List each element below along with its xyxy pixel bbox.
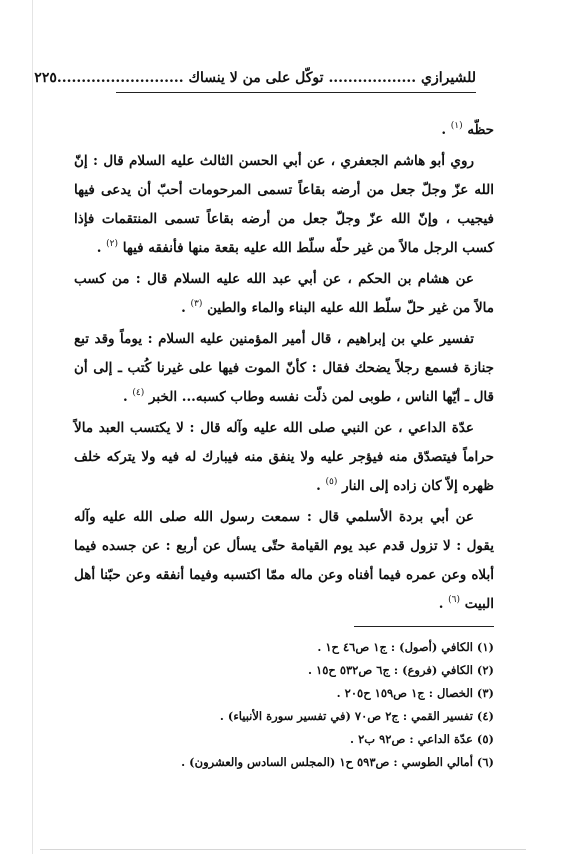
footnote-marker: (٦) — [448, 595, 461, 605]
footnote: (٦) أمالي الطوسي : ص٥٩٣ ح١ (المجلس السادس والعشرون) . — [181, 755, 494, 769]
running-header — [34, 70, 476, 86]
footnote: (٥) عدّة الداعي : ص٩٢ ب٢ . — [350, 732, 494, 746]
footnote-marker: (٣) — [190, 299, 203, 309]
page-edge-line — [32, 0, 33, 854]
header-title: للشيرازي .................. توكّل على من لا ينساك .......................... — [56, 70, 476, 86]
scan-bottom-line — [40, 849, 526, 850]
footnote: (١) الكافي (أصول) : ج١ ص٤٦ ح١ . — [317, 640, 494, 654]
paragraph: عن أبي بردة الأسلمي قال : سمعت رسول الله صلى الله عليه وآله يقول : لا تزول قدم عبد يوم القيامة حتّى يسأل عن أربع : عن جسده فيما أبلاه وعن عمره فيما أفناه وعن ماله ممّا اكتسبه وفيما أنفقه وعن حبّنا أهل البيت $^{(٦)}$ . — [74, 509, 494, 612]
footnote-marker: (١) — [450, 121, 463, 131]
page-number: ٢٢٥ — [34, 70, 57, 86]
footnote: (٣) الخصال : ج١ ص١٥٩ ح٢٠٥ . — [336, 686, 494, 700]
footnote: (٤) تفسير القمي : ج٢ ص٧٠ (في تفسير سورة الأنبياء) . — [219, 709, 494, 723]
header-rule — [116, 92, 476, 93]
paragraph: روي أبو هاشم الجعفري ، عن أبي الحسن الثالث عليه السلام قال : إنّ الله عزّ وجلّ جعل من أرضه بقاعاً تسمى المرحومات أحبّ أن يدعى فيها فيجيب ، وإنّ الله عزّ وجلّ جعل من أرضه بقاعاً تسمى المنتقمات فإذا كسب الرجل مالاً من غير حلّه سلّط الله عليه بقعة منها فأنفقه فيها $^{(٢)}$ . — [74, 153, 494, 256]
footnote-marker: (٢) — [106, 239, 119, 249]
footnote-marker: (٤) — [132, 388, 145, 398]
paragraph: تفسير علي بن إبراهيم ، قال أمير المؤمنين عليه السلام : يوماً وقد تبع جنازة فسمع رجلاً يضحك فقال : كأنّ الموت فيها على غيرنا كُتب ـ إلى أن قال ـ أيّها الناس ، طوبى لمن ذلّت نفسه وطاب كسبه... الخبر $^{(٤)}$ . — [74, 331, 494, 405]
footnote-marker: (٥) — [325, 477, 338, 487]
footnote: (٢) الكافي (فروع) : ج٦ ص٥٣٢ ح١٥ . — [308, 663, 494, 677]
footnote-separator — [354, 626, 494, 627]
paragraph: عدّة الداعي ، عن النبي صلى الله عليه وآله قال : لا يكتسب العبد مالاً حراماً فيتصدّق منه فيؤجر عليه ولا ينفق منه فيبارك له فيه ولا يتركه خلف ظهره إلاّ كان زاده إلى النار $^{(٥)}$ . — [74, 420, 494, 494]
main-text — [74, 116, 494, 621]
footnotes — [74, 636, 494, 774]
paragraph: عن هشام بن الحكم ، عن أبي عبد الله عليه السلام قال : من كسب مالاً من غير حلّ سلّط الله عليه البناء والماء والطين $^{(٣)}$ . — [74, 271, 494, 316]
paragraph: حظّه $^{(١)}$ . — [441, 121, 494, 138]
